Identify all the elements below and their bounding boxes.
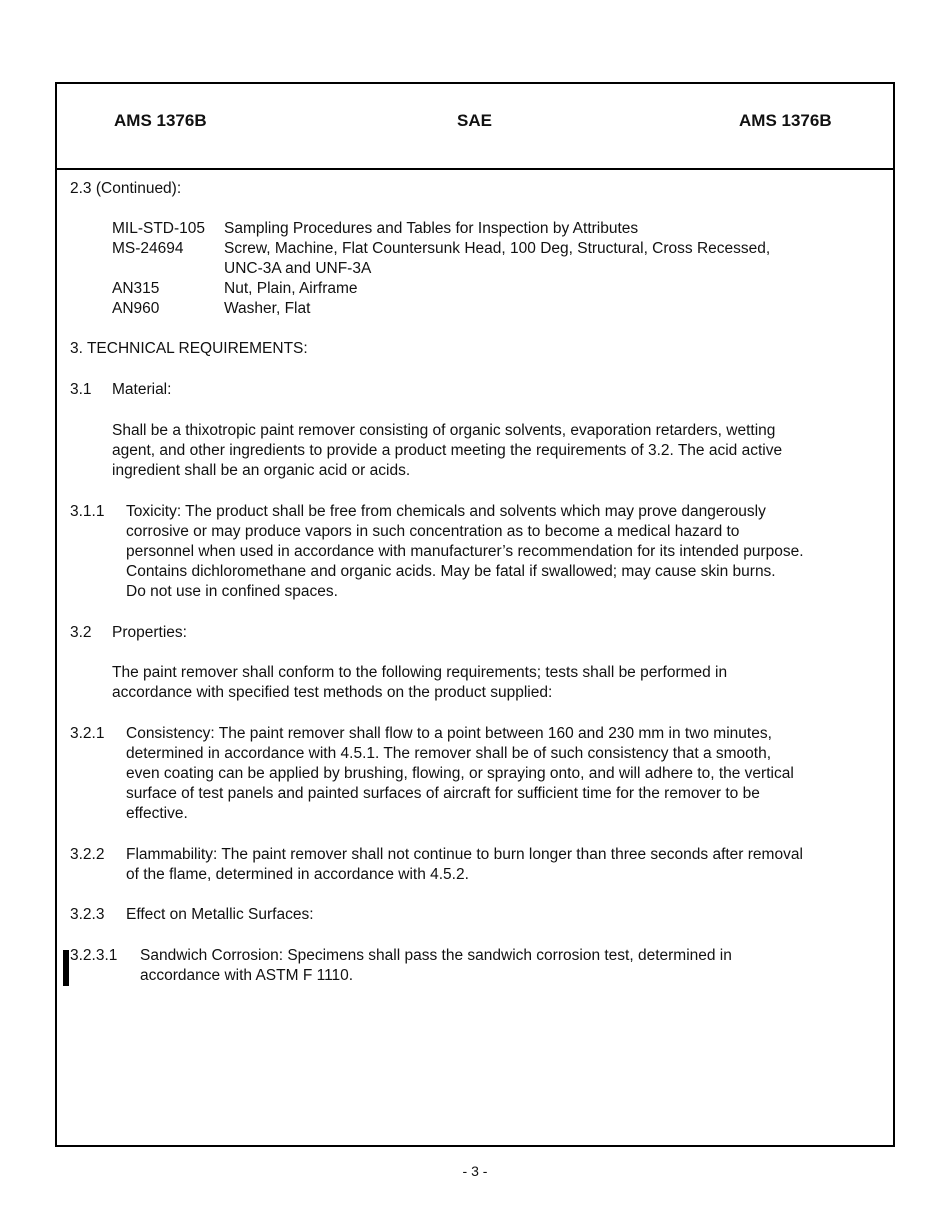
section-3-heading: 3. TECHNICAL REQUIREMENTS:: [70, 340, 308, 357]
page-frame: [55, 82, 895, 1147]
paragraph-line: Sandwich Corrosion: Specimens shall pass the sandwich corrosion test, determined in: [140, 947, 732, 964]
paragraph-line: surface of test panels and painted surfaces of aircraft for sufficient time for the remover to be: [126, 785, 760, 802]
paragraph-line: of the flame, determined in accordance with 4.5.2.: [126, 866, 469, 883]
section-title: Effect on Metallic Surfaces:: [126, 906, 314, 923]
paragraph-line: Flammability: The paint remover shall not continue to burn longer than three seconds after removal: [126, 846, 803, 863]
paragraph-line: Shall be a thixotropic paint remover consisting of organic solvents, evaporation retarders, wetting: [112, 422, 776, 439]
paragraph-line: Consistency: The paint remover shall flow to a point between 160 and 230 mm in two minutes,: [126, 725, 772, 742]
header-doc-id-right: AMS 1376B: [739, 111, 832, 130]
section-number: 3.2: [70, 624, 92, 641]
paragraph-line: agent, and other ingredients to provide a product meeting the requirements of 3.2. The acid active: [112, 442, 783, 459]
ref-desc: Screw, Machine, Flat Countersunk Head, 100 Deg, Structural, Cross Recessed,: [224, 240, 771, 257]
header-doc-id-left: AMS 1376B: [114, 111, 207, 130]
ref-code: AN315: [112, 280, 160, 297]
section-number: 3.2.1: [70, 725, 105, 742]
paragraph-line: Contains dichloromethane and organic acids. May be fatal if swallowed; may cause skin burns.: [126, 563, 776, 580]
paragraph-line: corrosive or may produce vapors in such concentration as to become a medical hazard to: [126, 523, 740, 540]
paragraph-line: ingredient shall be an organic acid or acids.: [112, 462, 411, 479]
paragraph-line: accordance with specified test methods on the product supplied:: [112, 684, 553, 701]
document-header: [57, 84, 893, 170]
ref-code: MS-24694: [112, 240, 184, 257]
section-number: 3.1: [70, 381, 92, 398]
paragraph-line: effective.: [126, 805, 188, 822]
paragraph-line: personnel when used in accordance with manufacturer’s recommendation for its intended purpose.: [126, 543, 804, 560]
paragraph-line: The paint remover shall conform to the following requirements; tests shall be performed in: [112, 664, 728, 681]
section-number: 3.2.3: [70, 906, 105, 923]
header-org: SAE: [457, 111, 492, 130]
paragraph-line: even coating can be applied by brushing, flowing, or spraying onto, and will adhere to, the vertical: [126, 765, 794, 782]
page-number: - 3 -: [462, 1163, 488, 1179]
section-2-3-heading: 2.3 (Continued):: [70, 180, 182, 197]
paragraph-line: determined in accordance with 4.5.1. The remover shall be of such consistency that a smooth,: [126, 745, 772, 762]
paragraph-line: accordance with ASTM F 1110.: [140, 967, 354, 984]
ref-code: MIL-STD-105: [112, 220, 206, 237]
paragraph-line: Toxicity: The product shall be free from chemicals and solvents which may prove dangerously: [126, 503, 766, 520]
ref-desc: Sampling Procedures and Tables for Inspection by Attributes: [224, 220, 639, 237]
ref-desc: Nut, Plain, Airframe: [224, 280, 358, 297]
ref-desc: Washer, Flat: [224, 300, 311, 317]
revision-change-bar: [63, 950, 69, 986]
section-number: 3.1.1: [70, 503, 105, 520]
section-title: Properties:: [112, 624, 187, 641]
section-title: Material:: [112, 381, 172, 398]
ref-desc: UNC-3A and UNF-3A: [224, 260, 372, 277]
section-number: 3.2.3.1: [70, 947, 118, 964]
ref-code: AN960: [112, 300, 160, 317]
paragraph-line: Do not use in confined spaces.: [126, 583, 338, 600]
section-number: 3.2.2: [70, 846, 105, 863]
